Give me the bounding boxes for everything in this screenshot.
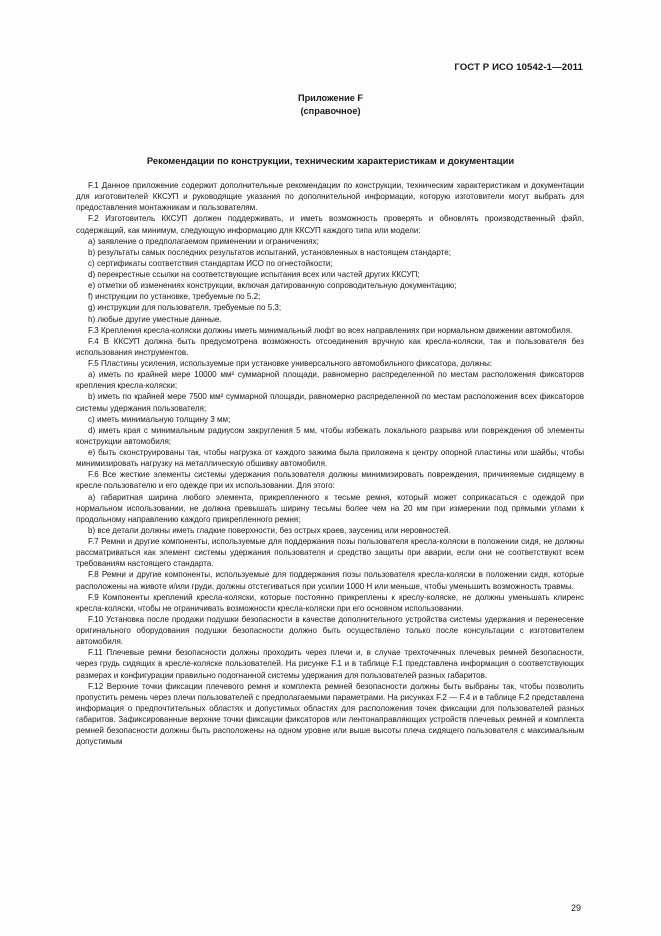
list-item: b) иметь по крайней мере 7500 мм² суммарной площади, равномерно распределенной по местам расположения всех фиксаторов системы удержания пользователя; bbox=[76, 392, 584, 413]
list-item: c) сертификаты соответствия стандартам ИСО по огнестойкости; bbox=[88, 258, 333, 268]
page-number: 29 bbox=[570, 903, 581, 913]
list-item: d) иметь края с минимальным радиусом закругления 5 мм, чтобы избежать локального разрыва или повреждения об элементы конструкции автомобиля; bbox=[76, 425, 584, 446]
list-item: b) результаты самых последних результатов испытаний, установленных в настоящем стандарте; bbox=[88, 247, 451, 257]
paragraph: F.4 В ККСУП должна быть предусмотрена возможность отсоединения вручную как кресла-коляски, так и пользователя без использования инструментов. bbox=[76, 336, 584, 357]
paragraph: F.2 Изготовитель ККСУП должен поддерживать, и иметь возможность проверять и обновлять производственный файл, содержащий, как минимум, следующую информацию для ККСУП каждого типа или модели: bbox=[76, 214, 584, 235]
list-item: a) иметь по крайней мере 10000 мм² суммарной площади, равномерно распределенной по местам расположения фиксаторов крепления кресла-коляски; bbox=[76, 370, 584, 391]
list-item: c) иметь минимальную толщину 3 мм; bbox=[88, 414, 231, 424]
paragraph: F.7 Ремни и другие компоненты, используемые для поддержания позы пользователя кресла-коляски в положении сидя, не должны рассматриваться как элемент системы удержания пользователя и средство защиты при аварии, если они не соответствуют всем требованиям настоящего стандарта. bbox=[76, 537, 584, 569]
paragraph: F.10 Установка после продажи подушки безопасности в качестве дополнительного устройства системы удержания и перенесение оригинального оборудования подушки безопасности должно быть осуществлено только после консультации с изготовителем автомобиля. bbox=[76, 614, 584, 647]
list-item: b) все детали должны иметь гладкие поверхности, без острых краев, заусениц или неровностей. bbox=[88, 525, 451, 535]
paragraph: F.1 Данное приложение содержит дополнительные рекомендации по конструкции, техническим характеристикам и документации для изготовителей ККСУП и руководящие указания по дополнительной информации, которую изготовители могут выбрать для предоставления монтажникам и пользователям. bbox=[76, 181, 584, 213]
paragraph: F.8 Ремни и другие компоненты, используемые для поддержания позы пользователя кресла-коляски в положении сидя, которые расположены на животе и/или груди, должны отстегиваться при усилии 1000 Н или меньше, чтобы уменьшить возможность травмы. bbox=[76, 570, 584, 591]
paragraph: F.3 Крепления кресла-коляски должны иметь минимальный люфт во всех направлениях при нормальном движении автомобиля. bbox=[88, 325, 573, 335]
list-item: h) любые другие уместные данные. bbox=[88, 314, 222, 324]
list-item: a) заявление о предполагаемом применении и ограничениях; bbox=[88, 236, 319, 246]
paragraph: F.6 Все жесткие элементы системы удержания пользователя должны минимизировать повреждения, причиняемые сидящему в кресле пользователю и его одежде при их использовании. Для этого: bbox=[76, 470, 584, 491]
paragraph: F.12 Верхние точки фиксации плечевого ремня и комплекта ремней безопасности должны быть выбраны так, чтобы позволить пропустить ремень через плечи пользователей с предполагаемыми параметрами. На рисунках F.2 — F.4 и в таблице F.2 представлена информация о предпочтительных областях и допустимых областях для расположения точек фиксации для пользователей разных габаритов. Зафиксированные верхние точки фиксации фиксаторов или лентонаправляющих устройств плечевых ремней и комплекта ремней безопасности должны быть расположены на одном уровне или выше высоты плеча сидящего пользователя с максимальным допустимым bbox=[76, 681, 584, 747]
list-item: g) инструкции для пользователя, требуемые по 5.3; bbox=[88, 303, 282, 313]
paragraph: F.9 Компоненты креплений кресла-коляски, которые постоянно прикреплены к креслу-коляске, не должны уменьшать клиренс кресла-коляски, чтобы не ограничивать возможности кресла-коляски при его основном использовании. bbox=[76, 592, 584, 613]
list-item: f) инструкции по установке, требуемые по 5.2; bbox=[88, 292, 261, 302]
paragraph: F.11 Плечевые ремни безопасности должны проходить через плечи и, в случае трехточечных плечевых ремней безопасности, через грудь сидящих в кресле-коляске пользователей. На рисунке F.1 и в таблице F.1 представлена информация о соответствующих размерах и конфигурации правильно подогнанной системы удержания для пользователей разных габаритов. bbox=[76, 648, 584, 680]
annex-heading bbox=[0, 92, 661, 118]
annex-label: Приложение F bbox=[297, 93, 364, 103]
annex-kind: (справочное) bbox=[300, 106, 361, 116]
list-item: e) отметки об изменениях конструкции, включая датированную сопроводительную документацию; bbox=[88, 281, 457, 291]
body-text bbox=[76, 180, 584, 747]
list-item: a) габаритная ширина любого элемента, прикрепленного к тесьме ремня, который может соприкасаться с одеждой при нормальном использовании, не должна превышать ширину тесьмы более чем на 20 мм при измерении под прямыми углами к продольному направлению каждого прикрепленного ремня; bbox=[76, 492, 584, 524]
list-item: e) быть сконструированы так, чтобы нагрузка от каждого зажима была приложена к центру опорной пластины или шайбы, чтобы минимизировать нагрузку на металлическую обшивку автомобиля. bbox=[76, 448, 584, 469]
paragraph: F.5 Пластины усиления, используемые при установке универсального автомобильного фиксатора, должны: bbox=[88, 359, 493, 368]
standard-header: ГОСТ Р ИСО 10542-1—2011 bbox=[454, 62, 583, 73]
list-item: d) перекрестные ссылки на соответствующие испытания всех или частей других ККСУП; bbox=[88, 270, 420, 279]
section-title: Рекомендации по конструкции, техническим характеристикам и документации bbox=[146, 155, 515, 166]
